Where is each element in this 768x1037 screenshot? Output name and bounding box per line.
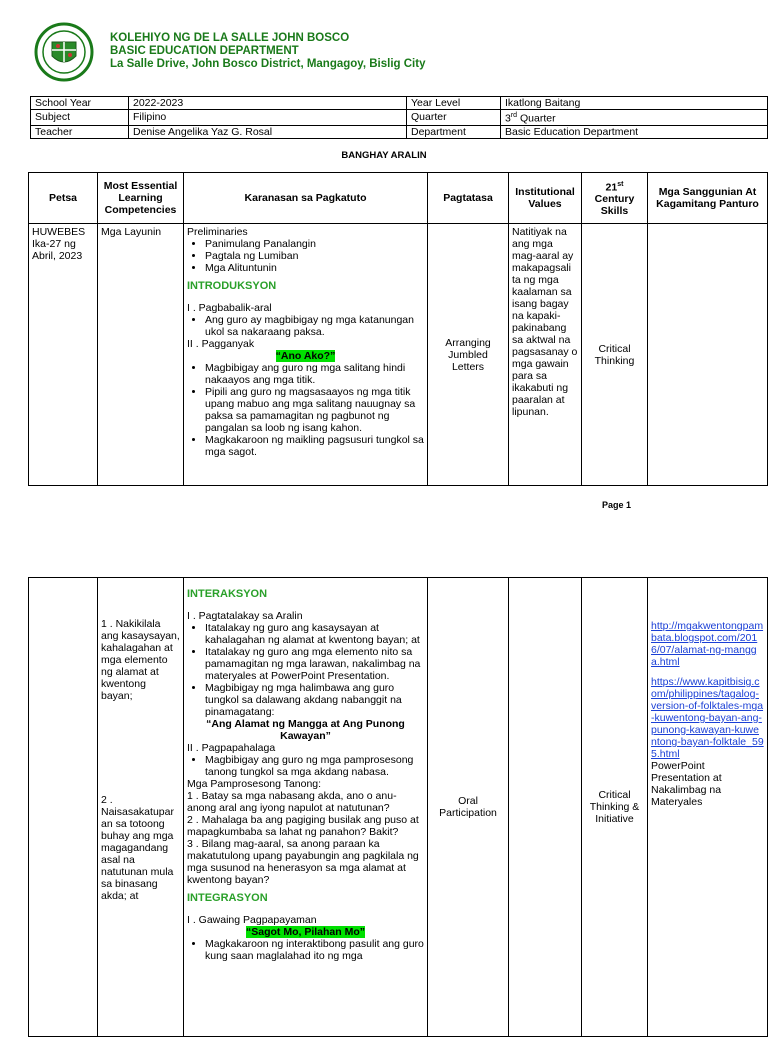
pagpapahalaga-label: II . Pagpapahalaga xyxy=(187,742,276,754)
pagtatalakay-list xyxy=(187,622,424,718)
info-value: Basic Education Department xyxy=(501,125,768,138)
game-title: “Ano Ako?” xyxy=(275,350,336,362)
list-item: • Magbibigay ng mga halimbawa ang guro tungkol sa dalawang akdang nabanggit na pinamagatang: xyxy=(205,682,424,718)
col-karanasan: Karanasan sa Pagkatuto xyxy=(184,173,428,224)
col-sanggunian: Mga Sanggunian At Kagamitang Panturo xyxy=(648,173,768,224)
gawain-label: I . Gawaing Pagpapayaman xyxy=(187,914,317,926)
reference-link[interactable]: http://mgakwentongpambata.blogspot.com/2016/07/alamat-ng-mangga.html xyxy=(651,620,764,668)
school-name: KOLEHIYO NG DE LA SALLE JOHN BOSCO xyxy=(110,32,350,44)
school-header xyxy=(110,32,425,71)
page-number: Page 1 xyxy=(602,500,632,510)
info-label: Department xyxy=(407,125,501,138)
info-value: 2022-2023 xyxy=(129,97,407,110)
question-item: 1 . Batay sa mga nabasang akda, ano o anu-anong aral ang iyong napulot at natutunan? xyxy=(187,790,397,814)
list-item: • Itatalakay ng guro ang mga elemento nito sa pamamagitan ng mga larawan, nakalimbag na materyales at PowerPoint Presentation. xyxy=(205,646,424,682)
info-value: 3rd Quarter xyxy=(501,110,768,126)
list-item: • Pagtala ng Lumiban xyxy=(205,250,424,262)
document-title: BANGHAY ARALIN xyxy=(341,150,427,161)
melc-item: 1 . Nakikilala ang kasaysayan, kahalagahan at mga elemento ng alamat at kwentong bayan; xyxy=(101,618,180,702)
col-melc: Most Essential Learning Competencies xyxy=(98,173,184,224)
table-row xyxy=(29,224,768,486)
col-petsa: Petsa xyxy=(29,173,98,224)
cell-melc: Mga Layunin xyxy=(98,224,184,486)
info-label: Quarter xyxy=(407,110,501,126)
cell-melc xyxy=(98,578,184,1037)
balik-aral-label: I . Pagbabalik-aral xyxy=(187,302,272,314)
cell-pagtatasa: Oral Participation xyxy=(428,578,509,1037)
integrasyon-heading: INTEGRASYON xyxy=(187,892,268,904)
questions-label: Mga Pamprosesong Tanong: xyxy=(187,778,322,790)
school-address: La Salle Drive, John Bosco District, Mangagoy, Bislig City xyxy=(110,58,426,70)
list-item: • Panimulang Panalangin xyxy=(205,238,424,250)
pagganyak-list xyxy=(187,362,424,458)
gawain-list xyxy=(187,938,424,962)
table-row xyxy=(29,578,768,1037)
cell-date xyxy=(29,578,98,1037)
cell-values xyxy=(509,578,582,1037)
info-row xyxy=(31,97,768,110)
list-item: • Mga Alituntunin xyxy=(205,262,424,274)
info-value: Filipino xyxy=(129,110,407,126)
intro-heading: INTRODUKSYON xyxy=(187,280,277,292)
info-row xyxy=(31,110,768,126)
pagtatalakay-label: I . Pagtatalakay sa Aralin xyxy=(187,610,303,622)
col-pagtatasa: Pagtatasa xyxy=(428,173,509,224)
info-label: Teacher xyxy=(31,125,129,138)
list-item: • Pipili ang guro ng magsasaayos ng mga titik upang mabuo ang mga salitang nauugnay sa paksa sa pamamagitan ng pagbunot ng pangalan sa loob ng isang kahon. xyxy=(205,386,424,434)
col-values: Institutional Values xyxy=(509,173,582,224)
list-item: • Magbibigay ang guro ng mga pamprosesong tanong tungkol sa mga akdang nabasa. xyxy=(205,754,424,778)
table-header-row xyxy=(29,173,768,224)
interaksyon-heading: INTERAKSYON xyxy=(187,588,268,600)
cell-sanggunian xyxy=(648,224,768,486)
materials-text: PowerPoint Presentation at Nakalimbag na Materyales xyxy=(651,760,722,808)
question-item: 2 . Mahalaga ba ang pagiging busilak ang puso at mapagkumbaba sa lahat ng panahon? Bakit? xyxy=(187,814,419,838)
cell-skills: Critical Thinking xyxy=(582,224,648,486)
pagpapahalaga-list xyxy=(187,754,424,778)
cell-sanggunian xyxy=(648,578,768,1037)
story-titles: “Ang Alamat ng Mangga at Ang Punong Kawayan” xyxy=(206,718,405,742)
cell-karanasan xyxy=(184,224,428,486)
melc-item: 2 . Naisasakatupar an sa totoong buhay ang mga magagandang asal na natutunan mula sa binasang akda; at xyxy=(101,794,174,902)
cell-karanasan xyxy=(184,578,428,1037)
cell-pagtatasa: Arranging Jumbled Letters xyxy=(428,224,509,486)
list-item: • Magkakaroon ng interaktibong pasulit ang guro kung saan maglalahad ito ng mga xyxy=(205,938,424,962)
info-label: Year Level xyxy=(407,97,501,110)
cell-skills: Critical Thinking & Initiative xyxy=(582,578,648,1037)
department-name: BASIC EDUCATION DEPARTMENT xyxy=(110,45,299,57)
info-value: Ikatlong Baitang xyxy=(501,97,768,110)
info-table xyxy=(30,96,768,139)
cell-date: HUWEBES Ika-27 ng Abril, 2023 xyxy=(29,224,98,486)
info-label: Subject xyxy=(31,110,129,126)
info-row xyxy=(31,125,768,138)
col-skills: 21st Century Skills xyxy=(582,173,648,224)
list-item: • Ang guro ay magbibigay ng mga katanungan ukol sa nakaraang paksa. xyxy=(205,314,424,338)
list-item: • Magbibigay ang guro ng mga salitang hindi nakaayos ang mga titik. xyxy=(205,362,424,386)
preliminaries-label: Preliminaries xyxy=(187,226,248,238)
game2-title: “Sagot Mo, Pilahan Mo” xyxy=(245,926,365,938)
pagganyak-label: II . Pagganyak xyxy=(187,338,255,350)
info-label: School Year xyxy=(31,97,129,110)
lesson-plan-table-page1 xyxy=(28,172,768,486)
prelim-list xyxy=(187,238,424,274)
question-item: 3 . Bilang mag-aaral, sa anong paraan ka makatutulong upang payabungin ang pagkilala ng mga susunod na henerasyon sa mga alamat at kwentong bayan? xyxy=(187,838,419,886)
school-seal-logo xyxy=(34,22,94,82)
cell-values: Natitiyak na ang mga mag-aaral ay makapagsali ta ng mga kaalaman sa isang bagay na kapaki-pakinabang sa aktwal na pagsasanay o mga gawain para sa ikakabuti ng paaralan at lipunan. xyxy=(509,224,582,486)
reference-link[interactable]: https://www.kapitbisig.com/philippines/tagalog-version-of-folktales-mga-kuwentong-bayan-ang-punong-kawayan-kuwentong-bayan-folktale_595.html xyxy=(651,676,764,760)
list-item: • Magkakaroon ng maikling pagsusuri tungkol sa mga sagot. xyxy=(205,434,424,458)
list-item: • Itatalakay ng guro ang kasaysayan at kahalagahan ng alamat at kwentong bayan; at xyxy=(205,622,424,646)
lesson-plan-table-page2 xyxy=(28,577,768,1037)
balik-aral-list xyxy=(187,314,424,338)
info-value: Denise Angelika Yaz G. Rosal xyxy=(129,125,407,138)
